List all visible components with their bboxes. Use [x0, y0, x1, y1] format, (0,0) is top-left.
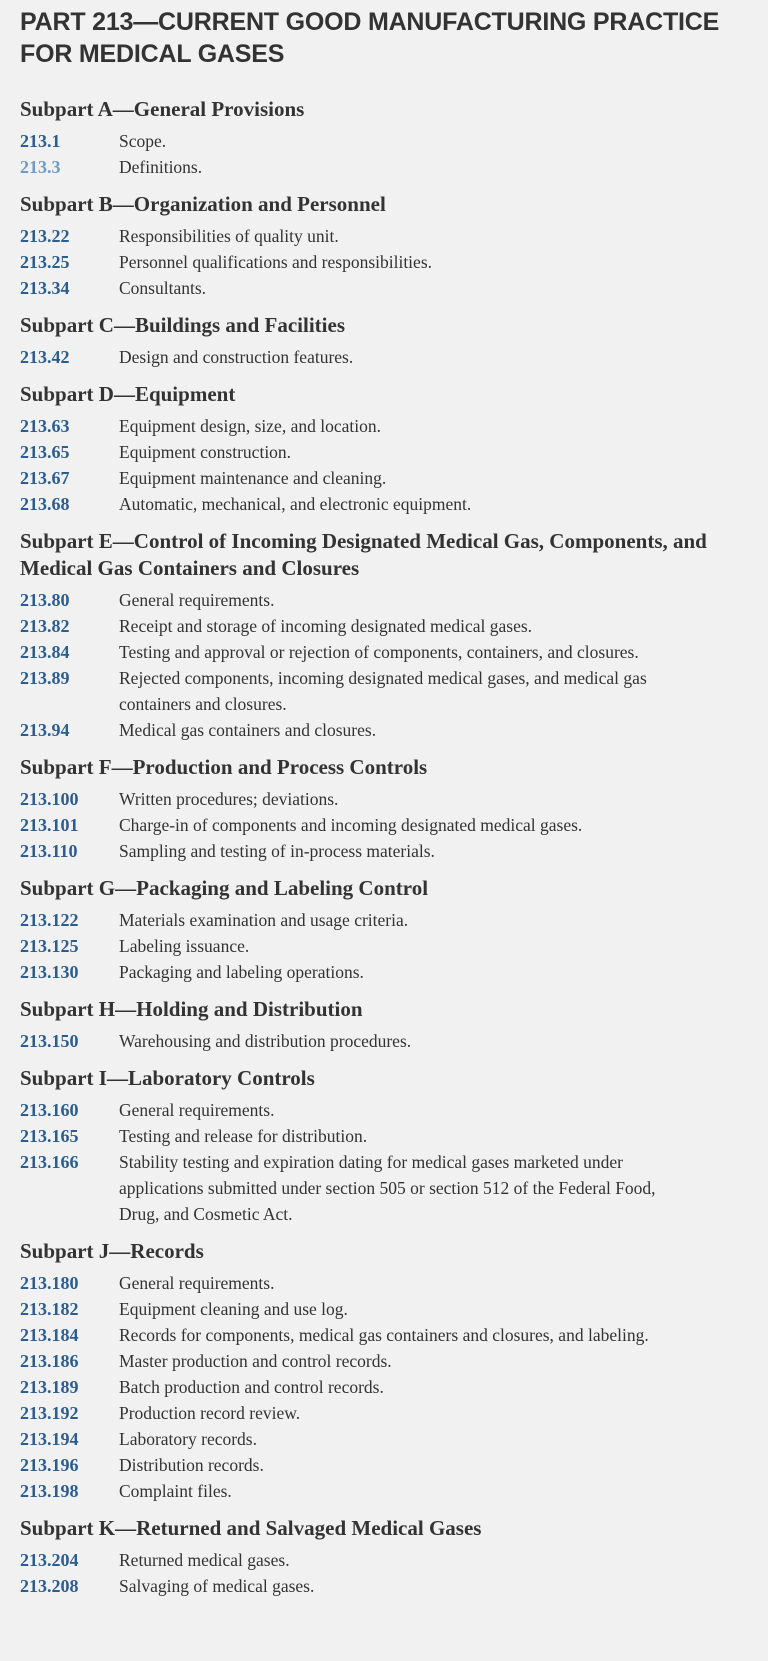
section-number-link[interactable]: 213.68 [20, 494, 70, 514]
section-row [20, 613, 748, 639]
subpart-heading: Subpart D—Equipment [20, 382, 236, 406]
section-title: Equipment design, size, and location. [119, 416, 381, 436]
section-title: Master production and control records. [119, 1351, 392, 1371]
subpart-block [20, 1238, 748, 1504]
section-number-link[interactable]: 213.122 [20, 910, 79, 930]
section-number-link[interactable]: 213.192 [20, 1403, 79, 1423]
section-number-link[interactable]: 213.100 [20, 789, 79, 809]
section-row [20, 413, 748, 439]
section-number-link[interactable]: 213.130 [20, 962, 79, 982]
section-number-link[interactable]: 213.186 [20, 1351, 79, 1371]
section-number-link[interactable]: 213.80 [20, 590, 70, 610]
section-title: General requirements. [119, 1100, 275, 1120]
subpart-block [20, 312, 748, 370]
section-row [20, 1573, 748, 1599]
section-row [20, 933, 748, 959]
section-number-link[interactable]: 213.42 [20, 347, 70, 367]
section-row [20, 1452, 748, 1478]
section-row [20, 1374, 748, 1400]
section-row [20, 1028, 748, 1054]
section-title: Equipment construction. [119, 442, 292, 462]
section-number-link[interactable]: 213.65 [20, 442, 70, 462]
section-title: Scope. [119, 131, 167, 151]
section-row [20, 275, 748, 301]
section-row [20, 786, 748, 812]
subpart-heading: Subpart J—Records [20, 1239, 204, 1263]
section-row [20, 223, 748, 249]
section-number-link[interactable]: 213.67 [20, 468, 70, 488]
section-row [20, 907, 748, 933]
subpart-heading: Subpart G—Packaging and Labeling Control [20, 876, 429, 900]
section-number-link[interactable]: 213.1 [20, 131, 61, 151]
section-title: Testing and approval or rejection of components, containers, and closures. [119, 642, 639, 662]
section-row [20, 1322, 748, 1348]
section-title: Records for components, medical gas containers and closures, and labeling. [119, 1325, 649, 1345]
section-title: Personnel qualifications and responsibilities. [119, 252, 433, 272]
section-title: Salvaging of medical gases. [119, 1576, 315, 1596]
section-number-link[interactable]: 213.25 [20, 252, 70, 272]
section-row [20, 838, 748, 864]
section-title: Returned medical gases. [119, 1550, 290, 1570]
section-title: Sampling and testing of in-process materials. [119, 841, 435, 861]
section-number-link[interactable]: 213.82 [20, 616, 70, 636]
section-row [20, 344, 748, 370]
subpart-block [20, 1065, 748, 1227]
subpart-block [20, 381, 748, 517]
subpart-heading: Subpart H—Holding and Distribution [20, 997, 363, 1021]
section-row [20, 665, 748, 717]
section-row [20, 587, 748, 613]
section-title: Consultants. [119, 278, 207, 298]
section-number-link[interactable]: 213.94 [20, 720, 70, 740]
subpart-heading: Subpart B—Organization and Personnel [20, 192, 386, 216]
section-title: Batch production and control records. [119, 1377, 384, 1397]
section-row [20, 249, 748, 275]
section-title: Warehousing and distribution procedures. [119, 1031, 412, 1051]
section-number-link[interactable]: 213.198 [20, 1481, 79, 1501]
subpart-heading: Subpart K—Returned and Salvaged Medical Gases [20, 1516, 482, 1540]
section-row [20, 1426, 748, 1452]
section-title: Testing and release for distribution. [119, 1126, 368, 1146]
section-title: Charge-in of components and incoming designated medical gases. [119, 815, 583, 835]
section-title: Definitions. [119, 157, 203, 177]
section-number-link[interactable]: 213.150 [20, 1031, 79, 1051]
section-title: Written procedures; deviations. [119, 789, 339, 809]
section-row [20, 1348, 748, 1374]
section-row [20, 1123, 748, 1149]
section-title: Distribution records. [119, 1455, 264, 1475]
section-number-link[interactable]: 213.194 [20, 1429, 79, 1449]
section-number-link[interactable]: 213.160 [20, 1100, 79, 1120]
subpart-heading: Subpart I—Laboratory Controls [20, 1066, 315, 1090]
section-number-link[interactable]: 213.125 [20, 936, 79, 956]
section-title: General requirements. [119, 590, 275, 610]
section-number-link[interactable]: 213.189 [20, 1377, 79, 1397]
section-title: Packaging and labeling operations. [119, 962, 364, 982]
section-number-link[interactable]: 213.208 [20, 1576, 79, 1596]
page-title: PART 213—CURRENT GOOD MANUFACTURING PRACTICE FOR MEDICAL GASES [20, 8, 720, 68]
section-title: Stability testing and expiration dating for medical gases marketed under applications submitted under section 505 or section 512 of the Federal Food, Drug, and Cosmetic Act. [119, 1152, 656, 1224]
subpart-block [20, 528, 748, 743]
subpart-block [20, 996, 748, 1054]
section-row [20, 465, 748, 491]
section-row [20, 1270, 748, 1296]
section-row [20, 439, 748, 465]
section-title: General requirements. [119, 1273, 275, 1293]
section-row [20, 1149, 748, 1227]
section-title: Production record review. [119, 1403, 301, 1423]
section-row [20, 812, 748, 838]
section-row [20, 959, 748, 985]
section-number-link[interactable]: 213.22 [20, 226, 70, 246]
section-row [20, 1400, 748, 1426]
section-title: Materials examination and usage criteria. [119, 910, 409, 930]
section-row [20, 128, 748, 154]
section-number-link[interactable]: 213.110 [20, 841, 78, 861]
section-title: Equipment cleaning and use log. [119, 1299, 348, 1319]
section-title: Equipment maintenance and cleaning. [119, 468, 387, 488]
subpart-block [20, 875, 748, 985]
section-row [20, 154, 748, 180]
section-title: Complaint files. [119, 1481, 232, 1501]
section-title: Responsibilities of quality unit. [119, 226, 339, 246]
section-number-link[interactable]: 213.63 [20, 416, 70, 436]
section-number-link[interactable]: 213.184 [20, 1325, 79, 1345]
section-number-link[interactable]: 213.180 [20, 1273, 79, 1293]
subpart-heading: Subpart A—General Provisions [20, 97, 305, 121]
subpart-heading: Subpart F—Production and Process Controls [20, 755, 428, 779]
section-row [20, 491, 748, 517]
section-number-link[interactable]: 213.204 [20, 1550, 79, 1570]
section-title: Labeling issuance. [119, 936, 250, 956]
section-number-link[interactable]: 213.3 [20, 157, 61, 177]
section-title: Laboratory records. [119, 1429, 257, 1449]
subpart-heading: Subpart C—Buildings and Facilities [20, 313, 345, 337]
section-number-link[interactable]: 213.84 [20, 642, 70, 662]
section-number-link[interactable]: 213.166 [20, 1152, 79, 1172]
section-title: Design and construction features. [119, 347, 354, 367]
subpart-block [20, 754, 748, 864]
section-number-link[interactable]: 213.165 [20, 1126, 79, 1146]
section-row [20, 1296, 748, 1322]
section-title: Receipt and storage of incoming designated medical gases. [119, 616, 533, 636]
section-row [20, 1478, 748, 1504]
subpart-list [20, 96, 748, 1599]
section-title: Automatic, mechanical, and electronic equipment. [119, 494, 472, 514]
section-row [20, 1547, 748, 1573]
section-row [20, 717, 748, 743]
subpart-block [20, 1515, 748, 1599]
section-row [20, 1097, 748, 1123]
section-number-link[interactable]: 213.182 [20, 1299, 79, 1319]
section-row [20, 639, 748, 665]
subpart-block [20, 96, 748, 180]
subpart-block [20, 191, 748, 301]
section-number-link[interactable]: 213.89 [20, 668, 70, 688]
section-title: Medical gas containers and closures. [119, 720, 377, 740]
section-number-link[interactable]: 213.34 [20, 278, 70, 298]
section-number-link[interactable]: 213.101 [20, 815, 79, 835]
subpart-heading: Subpart E—Control of Incoming Designated Medical Gas, Components, and Medical Gas Containers and Closures [20, 529, 707, 580]
section-number-link[interactable]: 213.196 [20, 1455, 79, 1475]
section-title: Rejected components, incoming designated medical gases, and medical gas containers and closures. [119, 668, 647, 714]
